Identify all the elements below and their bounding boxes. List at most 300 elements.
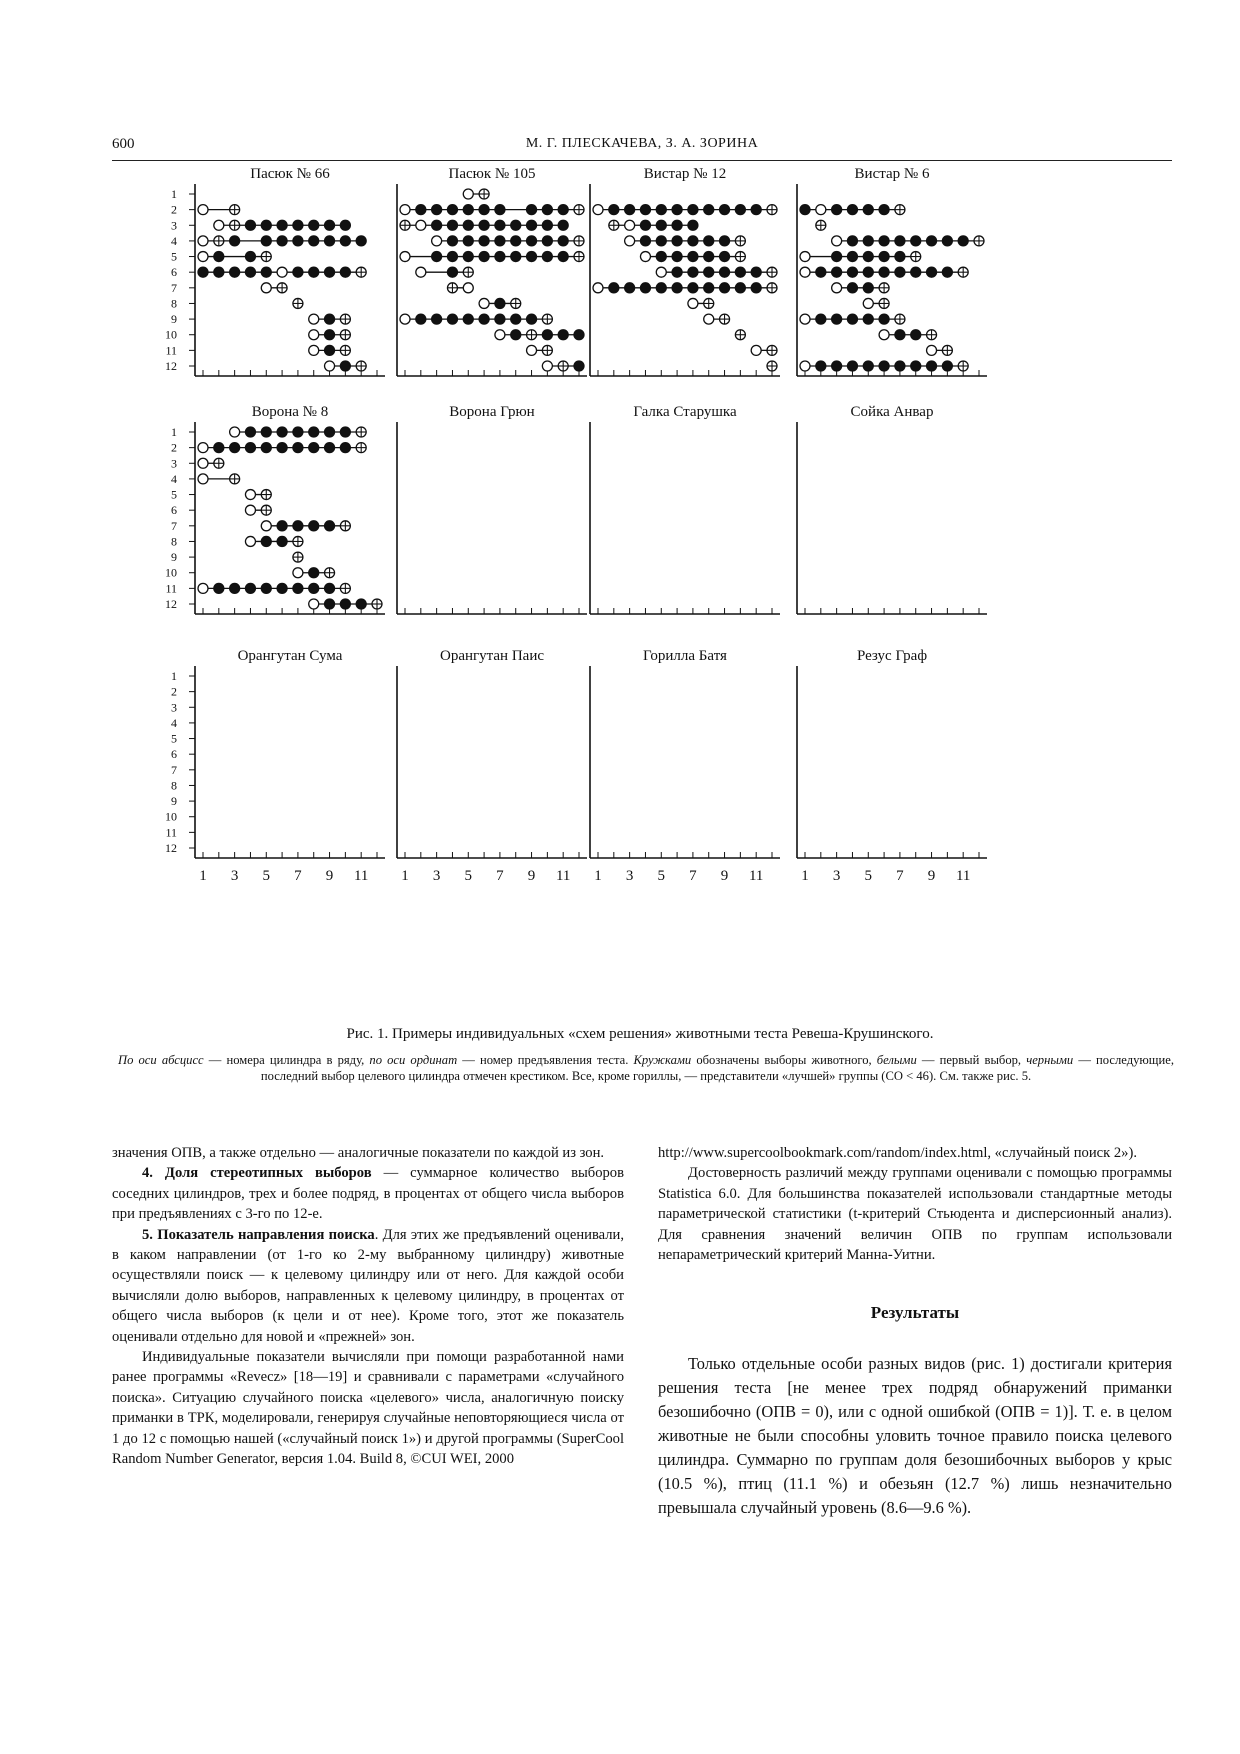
next-choice xyxy=(293,267,303,277)
next-choice xyxy=(542,252,552,262)
next-choice xyxy=(542,205,552,215)
next-choice xyxy=(511,314,521,324)
next-choice xyxy=(847,361,857,371)
y-tick-label: 2 xyxy=(171,202,177,217)
first-choice xyxy=(879,330,889,340)
next-choice xyxy=(558,205,568,215)
first-choice xyxy=(400,205,410,215)
next-choice xyxy=(511,236,521,246)
y-tick-label: 5 xyxy=(171,249,177,264)
next-choice xyxy=(527,314,537,324)
next-choice xyxy=(640,283,650,293)
next-choice xyxy=(261,267,271,277)
next-choice xyxy=(751,283,761,293)
term-stereotype: 4. Доля стереотипных выборов xyxy=(142,1165,372,1182)
next-choice xyxy=(325,599,335,609)
first-choice xyxy=(927,345,937,355)
next-choice xyxy=(895,267,905,277)
next-choice xyxy=(214,443,224,453)
x-tick-label: 3 xyxy=(432,868,441,884)
next-choice xyxy=(325,267,335,277)
next-choice xyxy=(863,252,873,262)
y-tick-label: 4 xyxy=(171,715,177,730)
y-tick-label: 3 xyxy=(171,218,177,233)
next-choice xyxy=(277,220,287,230)
first-choice xyxy=(198,443,208,453)
next-choice xyxy=(309,220,319,230)
x-tick-label: 1 xyxy=(801,868,809,884)
next-choice xyxy=(640,205,650,215)
first-choice xyxy=(198,252,208,262)
first-choice xyxy=(863,298,873,308)
next-choice xyxy=(245,220,255,230)
next-choice xyxy=(863,205,873,215)
next-choice xyxy=(656,220,666,230)
next-choice xyxy=(356,236,366,246)
first-choice xyxy=(479,298,489,308)
next-choice xyxy=(625,283,635,293)
next-choice xyxy=(911,361,921,371)
next-choice xyxy=(625,205,635,215)
next-choice xyxy=(672,283,682,293)
next-choice xyxy=(942,267,952,277)
y-tick-label: 11 xyxy=(165,581,177,596)
first-choice xyxy=(704,314,714,324)
next-choice xyxy=(751,205,761,215)
first-choice xyxy=(640,252,650,262)
next-choice xyxy=(261,443,271,453)
panel-4 xyxy=(797,166,987,376)
x-tick-label: 11 xyxy=(555,868,571,884)
next-choice xyxy=(309,521,319,531)
first-choice xyxy=(832,283,842,293)
legend-text-1: — номера цилиндра в ряду, xyxy=(203,1053,370,1067)
legend-term-y: по оси ординат xyxy=(369,1053,458,1067)
next-choice xyxy=(309,236,319,246)
y-tick-label: 9 xyxy=(171,794,177,809)
next-choice xyxy=(832,252,842,262)
first-choice xyxy=(198,583,208,593)
y-tick-label: 11 xyxy=(165,825,177,840)
panel-title: Ворона Грюн xyxy=(449,404,535,420)
next-choice xyxy=(447,267,457,277)
next-choice xyxy=(656,236,666,246)
next-choice xyxy=(463,252,473,262)
next-choice xyxy=(879,314,889,324)
next-choice xyxy=(558,236,568,246)
first-choice xyxy=(416,267,426,277)
next-choice xyxy=(325,220,335,230)
next-choice xyxy=(325,427,335,437)
x-tick-label: 5 xyxy=(262,868,271,884)
legend-term-white: белыми xyxy=(876,1053,917,1067)
next-choice xyxy=(735,283,745,293)
next-choice xyxy=(479,205,489,215)
next-choice xyxy=(863,267,873,277)
y-tick-label: 5 xyxy=(171,731,177,746)
next-choice xyxy=(609,283,619,293)
first-choice xyxy=(800,267,810,277)
next-choice xyxy=(672,236,682,246)
panel-title: Пасюк № 66 xyxy=(250,166,330,182)
next-choice xyxy=(495,298,505,308)
next-choice xyxy=(325,443,335,453)
x-tick-label: 9 xyxy=(720,868,729,884)
section-title-results: Результаты xyxy=(870,1303,960,1323)
next-choice xyxy=(942,361,952,371)
text-stereotype: — суммарное количество выборов соседних цилиндров, трех и более подряд, в процентах от общего числа выборов при предъявлениях с 3-го по 12-е. xyxy=(112,1165,624,1223)
next-choice xyxy=(277,427,287,437)
first-choice xyxy=(230,427,240,437)
next-choice xyxy=(340,599,350,609)
panel-3 xyxy=(590,166,780,376)
next-choice xyxy=(214,252,224,262)
next-choice xyxy=(261,220,271,230)
x-tick-label: 1 xyxy=(401,868,409,884)
next-choice xyxy=(863,236,873,246)
next-choice xyxy=(340,220,350,230)
x-tick-label: 3 xyxy=(832,868,841,884)
next-choice xyxy=(447,220,457,230)
next-choice xyxy=(340,361,350,371)
next-choice xyxy=(704,205,714,215)
next-choice xyxy=(527,220,537,230)
next-choice xyxy=(432,220,442,230)
next-choice xyxy=(800,205,810,215)
next-choice xyxy=(704,267,714,277)
x-tick-label: 5 xyxy=(464,868,473,884)
next-choice xyxy=(230,236,240,246)
next-choice xyxy=(447,205,457,215)
panel-title: Пасюк № 105 xyxy=(448,166,536,182)
panel-10 xyxy=(397,648,587,884)
next-choice xyxy=(309,427,319,437)
next-choice xyxy=(527,252,537,262)
next-choice xyxy=(261,427,271,437)
x-tick-label: 1 xyxy=(199,868,207,884)
first-choice xyxy=(309,599,319,609)
legend-text-3: обозначены выборы животного, xyxy=(691,1053,877,1067)
y-tick-label: 10 xyxy=(165,327,177,342)
next-choice xyxy=(293,427,303,437)
next-choice xyxy=(432,314,442,324)
running-authors: М. Г. ПЛЕСКАЧЕВА, З. А. ЗОРИНА xyxy=(525,136,759,151)
next-choice xyxy=(847,314,857,324)
next-choice xyxy=(325,330,335,340)
next-choice xyxy=(432,205,442,215)
x-tick-label: 1 xyxy=(594,868,602,884)
panel-1 xyxy=(165,166,385,376)
next-choice xyxy=(879,236,889,246)
first-choice xyxy=(593,205,603,215)
next-choice xyxy=(309,443,319,453)
x-tick-label: 5 xyxy=(657,868,666,884)
first-choice xyxy=(751,345,761,355)
y-tick-label: 8 xyxy=(171,778,177,793)
first-choice xyxy=(656,267,666,277)
x-tick-label: 9 xyxy=(527,868,536,884)
next-choice xyxy=(847,205,857,215)
first-choice xyxy=(593,283,603,293)
page-number: 600 xyxy=(112,136,135,152)
figure-caption: Рис. 1. Примеры индивидуальных «схем решения» животными теста Ревеша-Крушинского. xyxy=(346,1026,934,1042)
first-choice xyxy=(816,205,826,215)
next-choice xyxy=(656,205,666,215)
first-choice xyxy=(198,205,208,215)
next-choice xyxy=(574,361,584,371)
first-choice xyxy=(463,283,473,293)
y-tick-label: 2 xyxy=(171,440,177,455)
x-tick-label: 9 xyxy=(325,868,334,884)
panel-title: Орангутан Сума xyxy=(237,648,343,664)
next-choice xyxy=(672,220,682,230)
figure-legend xyxy=(118,1052,1174,1084)
next-choice xyxy=(704,252,714,262)
next-choice xyxy=(863,361,873,371)
y-tick-label: 12 xyxy=(165,359,177,373)
first-choice xyxy=(625,236,635,246)
next-choice xyxy=(511,252,521,262)
next-choice xyxy=(895,252,905,262)
x-tick-label: 11 xyxy=(353,868,369,884)
next-choice xyxy=(832,314,842,324)
next-choice xyxy=(720,236,730,246)
next-choice xyxy=(958,236,968,246)
next-choice xyxy=(688,252,698,262)
first-choice xyxy=(293,568,303,578)
first-choice xyxy=(198,474,208,484)
legend-term-circles: Кружками xyxy=(633,1053,692,1067)
next-choice xyxy=(309,583,319,593)
panel-title: Ворона № 8 xyxy=(251,404,329,420)
next-choice xyxy=(325,345,335,355)
first-choice xyxy=(527,345,537,355)
next-choice xyxy=(277,536,287,546)
next-choice xyxy=(879,267,889,277)
next-choice xyxy=(309,568,319,578)
first-choice xyxy=(309,345,319,355)
next-choice xyxy=(230,443,240,453)
next-choice xyxy=(656,252,666,262)
first-choice xyxy=(463,189,473,199)
next-choice xyxy=(340,267,350,277)
next-choice xyxy=(293,443,303,453)
next-choice xyxy=(340,427,350,437)
next-choice xyxy=(340,443,350,453)
y-tick-label: 7 xyxy=(171,518,177,533)
first-choice xyxy=(432,236,442,246)
first-choice xyxy=(245,536,255,546)
next-choice xyxy=(293,220,303,230)
first-choice xyxy=(198,236,208,246)
next-choice xyxy=(447,314,457,324)
next-choice xyxy=(214,583,224,593)
next-choice xyxy=(942,236,952,246)
next-choice xyxy=(895,330,905,340)
first-choice xyxy=(625,220,635,230)
first-choice xyxy=(400,252,410,262)
next-choice xyxy=(911,267,921,277)
next-choice xyxy=(198,267,208,277)
next-choice xyxy=(735,267,745,277)
first-choice xyxy=(309,330,319,340)
next-choice xyxy=(927,267,937,277)
next-choice xyxy=(688,267,698,277)
paragraph-results: Только отдельные особи разных видов (рис. 1) достигали критерия решения теста [не менее трех подряд обнаружений приманки безошибочно (ОПВ = 0), или с одной ошибкой (ОПВ = 1)]. Т. е. в целом животные не были способны уловить точное правило поиска целевого цилиндра. Суммарно по группам доля безошибочных выборов у крыс (10.5 %), птиц (11.1 %) и обезьян (12.7 %) лишь незначительно превышала случайный уровень (8.6—9.6 %). xyxy=(658,1353,1172,1517)
next-choice xyxy=(720,252,730,262)
first-choice xyxy=(198,458,208,468)
next-choice xyxy=(816,267,826,277)
next-choice xyxy=(495,236,505,246)
panel-title: Вистар № 6 xyxy=(854,166,930,182)
panel-title: Резус Граф xyxy=(856,648,928,664)
first-choice xyxy=(245,490,255,500)
next-choice xyxy=(245,252,255,262)
next-choice xyxy=(463,205,473,215)
next-choice xyxy=(704,283,714,293)
legend-text-4: — первый выбор, xyxy=(916,1053,1027,1067)
panel-title: Орангутан Паис xyxy=(439,648,545,664)
next-choice xyxy=(832,267,842,277)
next-choice xyxy=(558,220,568,230)
next-choice xyxy=(895,236,905,246)
next-choice xyxy=(847,283,857,293)
next-choice xyxy=(847,267,857,277)
first-choice xyxy=(325,361,335,371)
y-tick-label: 6 xyxy=(171,503,177,518)
next-choice xyxy=(688,220,698,230)
next-choice xyxy=(832,361,842,371)
legend-term-black: черными xyxy=(1026,1053,1074,1067)
next-choice xyxy=(527,205,537,215)
y-tick-label: 10 xyxy=(165,809,177,824)
next-choice xyxy=(863,314,873,324)
next-choice xyxy=(230,583,240,593)
panel-title: Горилла Батя xyxy=(643,648,727,664)
next-choice xyxy=(245,443,255,453)
y-tick-label: 11 xyxy=(165,343,177,358)
next-choice xyxy=(277,236,287,246)
next-choice xyxy=(479,314,489,324)
next-choice xyxy=(245,583,255,593)
next-choice xyxy=(495,220,505,230)
next-choice xyxy=(293,583,303,593)
next-choice xyxy=(340,236,350,246)
panel-title: Вистар № 12 xyxy=(643,166,727,182)
next-choice xyxy=(447,236,457,246)
panel-5 xyxy=(165,404,385,614)
first-choice xyxy=(245,505,255,515)
next-choice xyxy=(261,583,271,593)
next-choice xyxy=(432,252,442,262)
next-choice xyxy=(325,583,335,593)
next-choice xyxy=(895,361,905,371)
next-choice xyxy=(688,283,698,293)
next-choice xyxy=(325,314,335,324)
y-tick-label: 4 xyxy=(171,233,177,248)
next-choice xyxy=(479,252,489,262)
next-choice xyxy=(847,236,857,246)
next-choice xyxy=(309,267,319,277)
next-choice xyxy=(656,283,666,293)
next-choice xyxy=(720,205,730,215)
right-column xyxy=(658,1143,1172,1520)
next-choice xyxy=(261,536,271,546)
y-tick-label: 1 xyxy=(171,425,177,439)
next-choice xyxy=(927,236,937,246)
next-choice xyxy=(863,283,873,293)
y-tick-label: 6 xyxy=(171,747,177,762)
y-tick-label: 9 xyxy=(171,312,177,327)
y-tick-label: 8 xyxy=(171,534,177,549)
x-tick-label: 7 xyxy=(496,868,504,884)
next-choice xyxy=(261,236,271,246)
first-choice xyxy=(261,283,271,293)
next-choice xyxy=(542,330,552,340)
next-choice xyxy=(245,267,255,277)
next-choice xyxy=(720,267,730,277)
next-choice xyxy=(832,205,842,215)
first-choice xyxy=(277,267,287,277)
panel-8 xyxy=(797,404,987,614)
panel-7 xyxy=(590,404,780,614)
legend-text-2: — номер предъявления теста. xyxy=(457,1053,634,1067)
next-choice xyxy=(672,252,682,262)
panel-12 xyxy=(797,648,987,884)
next-choice xyxy=(609,205,619,215)
next-choice xyxy=(847,252,857,262)
y-tick-label: 7 xyxy=(171,762,177,777)
next-choice xyxy=(511,220,521,230)
next-choice xyxy=(447,252,457,262)
y-tick-label: 12 xyxy=(165,841,177,855)
next-choice xyxy=(911,236,921,246)
first-choice xyxy=(800,314,810,324)
next-choice xyxy=(495,205,505,215)
y-tick-label: 3 xyxy=(171,456,177,471)
next-choice xyxy=(879,252,889,262)
x-tick-label: 11 xyxy=(955,868,971,884)
next-choice xyxy=(463,236,473,246)
y-tick-label: 12 xyxy=(165,597,177,611)
next-choice xyxy=(735,205,745,215)
x-tick-label: 3 xyxy=(230,868,239,884)
next-choice xyxy=(542,220,552,230)
paragraph-url: http://www.supercoolbookmark.com/random/index.html, «случайный поиск 2»). xyxy=(658,1145,1137,1161)
next-choice xyxy=(640,236,650,246)
next-choice xyxy=(293,521,303,531)
next-choice xyxy=(751,267,761,277)
next-choice xyxy=(277,521,287,531)
legend-term-x: По оси абсцисс xyxy=(118,1053,204,1067)
next-choice xyxy=(230,267,240,277)
next-choice xyxy=(463,314,473,324)
x-tick-label: 9 xyxy=(927,868,936,884)
next-choice xyxy=(495,314,505,324)
panel-2 xyxy=(397,166,587,376)
panel-title: Сойка Анвар xyxy=(850,404,934,420)
first-choice xyxy=(261,521,271,531)
next-choice xyxy=(277,443,287,453)
y-tick-label: 9 xyxy=(171,550,177,565)
x-tick-label: 7 xyxy=(294,868,302,884)
panel-9 xyxy=(165,648,385,884)
next-choice xyxy=(911,330,921,340)
x-tick-label: 5 xyxy=(864,868,873,884)
next-choice xyxy=(479,220,489,230)
next-choice xyxy=(495,252,505,262)
next-choice xyxy=(688,236,698,246)
